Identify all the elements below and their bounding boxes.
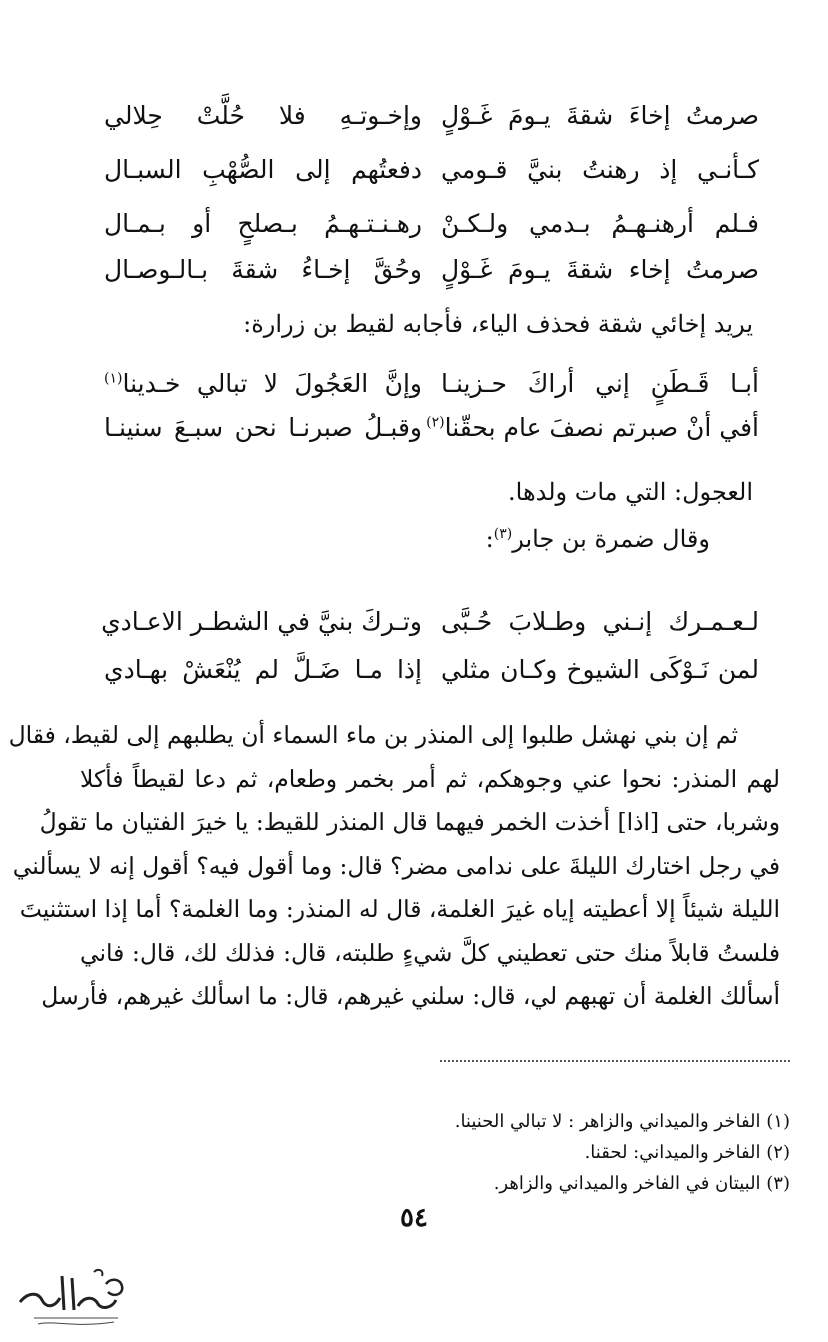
paragraph-line: فلستُ قابلاً منك حتى تعطيني كلَّ شيءٍ طلبته، قال: فذلك لك، قال: فاني xyxy=(80,938,780,967)
intro-reply-line: يريد إخائي شقة فحذف الياء، فأجابه لقيط بن زرارة: xyxy=(243,310,753,338)
verse-first-hemistich: كـأنـي إذ رهنتُ بنيَّ قـومي xyxy=(441,154,759,184)
verse xyxy=(104,642,759,696)
footnote: (٣) البيتان في الفاخر والميداني والزاهر. xyxy=(493,1173,790,1194)
prose-paragraph xyxy=(8,714,780,1019)
hemistich-text: وإنَّ العَجُولَ لا تبالي خـدينا xyxy=(122,368,422,398)
paragraph-line: الليلة شيئاً إلا أعطيته إياه غيرَ الغلمة، قال له المنذر: وما الغلمة؟ أما إذا استثنيتَ xyxy=(19,895,780,923)
verse-second-hemistich xyxy=(104,369,422,398)
verse-first-hemistich: أبـا قَـطَنٍ إني أراكَ حـزينـا xyxy=(441,368,759,398)
poem-second xyxy=(104,356,759,454)
footnote-marker: (٢) xyxy=(426,414,445,431)
intro-damra-line xyxy=(486,525,710,553)
paragraph-line: ثم إن بني نهشل طلبوا إلى المنذر بن ماء السماء أن يطلبهم إلى لقيط، فقال xyxy=(8,721,738,749)
verse-second-hemistich: وإخـوتـهِ فلا حُلَّتْ حِلالي xyxy=(104,100,422,130)
verse xyxy=(104,142,759,196)
intro-damra-text: وقال ضمرة بن جابر xyxy=(512,525,710,553)
calligraphy-logo xyxy=(14,1262,134,1334)
verse xyxy=(104,88,759,142)
verse-first-hemistich xyxy=(426,412,759,442)
paragraph-line: في رجل اختارك الليلةَ على ندامى مضر؟ قال: وما أقول فيه؟ أقول إنه لا يسألني xyxy=(12,851,780,880)
footnote-marker: (١) xyxy=(104,370,123,387)
verse-second-hemistich: رهـنـتـهـمُ بـصلحٍ أو بـمـال xyxy=(104,208,422,238)
footnote-marker: (٣) xyxy=(493,526,513,542)
verse-first-hemistich: لمن نَـوْكَى الشيوخ وكـان مثلي xyxy=(441,654,759,684)
verse-first-hemistich: صرمتُ إخاء شقةَ يـومَ غَـوْلٍ xyxy=(441,254,759,284)
verse-second-hemistich: وتـركَ بنيَّ في الشطـر الاعـادي xyxy=(101,606,422,636)
verse xyxy=(104,242,759,296)
verse-first-hemistich: فـلم أرهنـهـمُ بـدمي ولـكـنْ xyxy=(441,208,759,238)
verse-second-hemistich: إذا مـا ضَـلَّ لم يُنْعَشْ بهـادي xyxy=(104,654,422,684)
footnote-divider xyxy=(440,1060,790,1062)
verse-second-hemistich: وقبـلُ صبرنـا نحن سبـعَ سنينـا xyxy=(104,412,422,442)
verse-first-hemistich: صرمتُ إخاءَ شقةَ يـومَ غَـوْلٍ xyxy=(441,100,759,130)
footnote: (١) الفاخر والميداني والزاهر : لا تبالي الحنينا. xyxy=(454,1111,790,1132)
gloss-line: العجول: التي مات ولدها. xyxy=(508,478,753,506)
paragraph-line: لهم المنذر: نحوا عني وجوهكم، ثم أمر بخمر وطعام، ثم دعا لقيطاً فأكلا xyxy=(80,764,780,793)
footnotes xyxy=(360,1106,790,1199)
footnote: (٢) الفاخر والميداني: لحقنا. xyxy=(584,1142,790,1163)
poem-first xyxy=(104,88,759,296)
verse-second-hemistich: دفعتُهم إلى الصُّهْبِ السبـال xyxy=(104,154,422,184)
page-number: ٥٤ xyxy=(400,1203,428,1233)
verse xyxy=(101,594,759,648)
hemistich-text: أفي أنْ صبرتم نصفَ عام بحقّنا xyxy=(444,412,759,442)
paragraph-line: وشربا، حتى [اذا] أخذت الخمر فيهما قال المنذر للقيط: يا خيرَ الفتيان ما تقولُ xyxy=(39,808,780,836)
poem-third xyxy=(101,594,759,696)
verse-first-hemistich: لـعـمـرك إنـني وطـلابَ حُـبَّى xyxy=(441,606,759,636)
paragraph-line: أسألك الغلمة أن تهبهم لي، قال: سلني غيرهم، قال: ما اسألك غيرهم، فأرسل xyxy=(41,982,780,1010)
verse-second-hemistich: وحُقَّ إخـاءُ شقةَ بـالـوصـال xyxy=(104,254,422,284)
verse xyxy=(104,400,759,454)
logo-mark xyxy=(14,1262,134,1334)
intro-damra-colon: : xyxy=(485,525,494,553)
